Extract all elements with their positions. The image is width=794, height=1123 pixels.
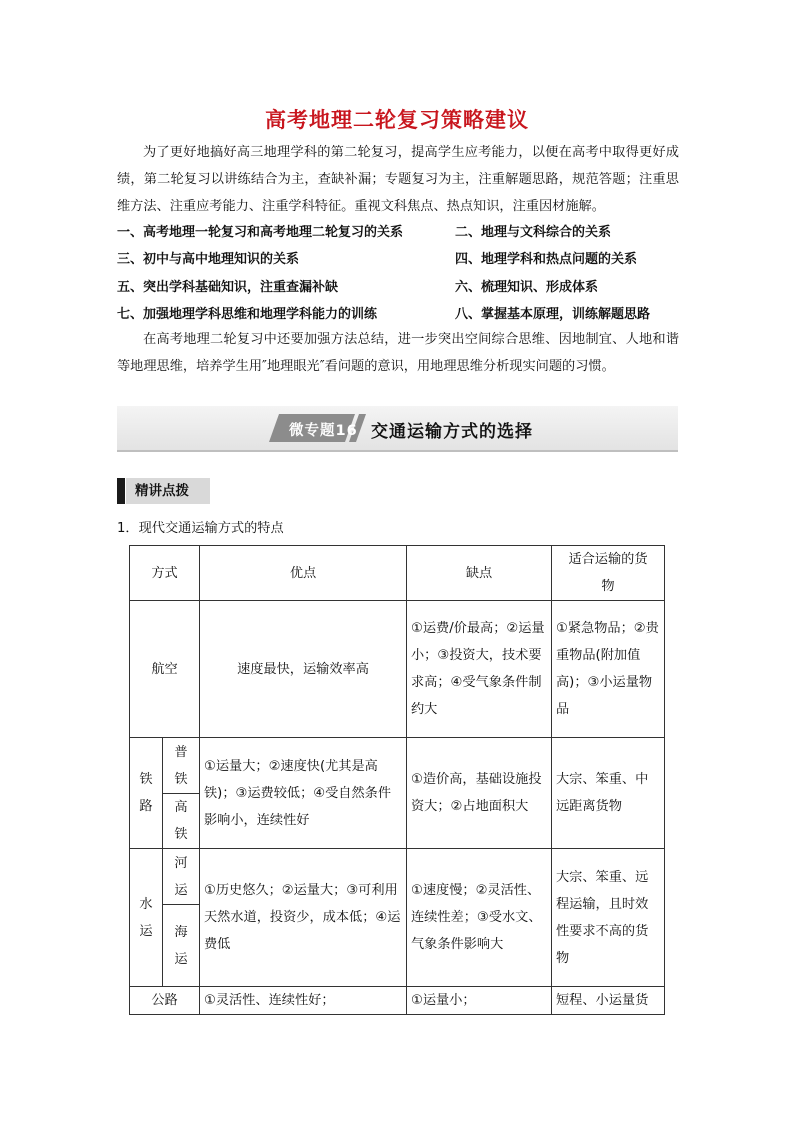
section-tag-label: 精讲点拨	[126, 478, 210, 504]
mode-water-label: 水运	[139, 896, 153, 939]
strategy-item: 三、初中与高中地理知识的关系	[117, 252, 300, 268]
table-row	[130, 987, 665, 1015]
mode-road: 公路	[130, 987, 200, 1015]
air-goods: ①紧急物品；②贵重物品(附加值高)；③小运量物品	[552, 601, 665, 738]
table-row	[130, 849, 665, 905]
header-pros: 优点	[200, 546, 407, 601]
topic-title: 交通运输方式的选择	[371, 422, 533, 442]
rail-pros: ①运量大；②速度快(尤其是高铁)；③运费较低；④受自然条件影响小，连续性好	[200, 738, 407, 849]
rail-sub-regular-label: 普铁	[174, 744, 188, 787]
section-tag	[117, 478, 210, 504]
mode-rail	[130, 738, 163, 849]
strategy-list	[117, 219, 679, 328]
rail-sub-high-speed-label: 高铁	[174, 800, 188, 842]
air-cons: ①运费/价最高；②运量小；③投资大，技术要求高；④受气象条件制约大	[407, 601, 552, 738]
strategy-row	[117, 219, 679, 246]
water-sub-sea-label: 海运	[174, 924, 188, 967]
table-row	[130, 601, 665, 738]
table-header-row	[130, 546, 665, 601]
strategy-row	[117, 274, 679, 301]
intro-paragraph: 为了更好地搞好高三地理学科的第二轮复习，提高学生应考能力，以便在高考中取得更好成绩，第二轮复习以讲练结合为主，查缺补漏；专题复习为主，注重解题思路，规范答题；注重思维方法、注重应考能力、注重学科特征。重视文科焦点、热点知识，注重因材施解。	[117, 145, 679, 214]
rail-goods: 大宗、笨重、中远距离货物	[552, 738, 665, 849]
mode-air: 航空	[130, 601, 200, 738]
road-pros: ①灵活性、连续性好；	[200, 987, 407, 1015]
rail-sub-regular	[163, 738, 200, 794]
strategy-row	[117, 246, 679, 273]
strategy-item: 六、梳理知识、形成体系	[455, 279, 599, 295]
water-goods: 大宗、笨重、远程运输，且时效性要求不高的货物	[552, 849, 665, 987]
topic-badge-label: 微专题16	[289, 423, 358, 439]
rail-sub-high-speed	[163, 794, 200, 849]
summary-paragraph: 在高考地理二轮复习中还要加强方法总结，进一步突出空间综合思维、因地制宜、人地和谐等地理思维，培养学生用″地理眼光″看问题的意识，用地理思维分析现实问题的习惯。	[117, 332, 679, 374]
water-sub-sea	[163, 905, 200, 987]
water-sub-river	[163, 849, 200, 905]
topic-banner	[117, 406, 678, 452]
mode-water	[130, 849, 163, 987]
section-tag-bar	[117, 478, 125, 504]
strategy-item: 一、高考地理一轮复习和高考地理二轮复习的关系	[117, 225, 404, 240]
rail-cons: ①造价高，基础设施投资大；②占地面积大	[407, 738, 552, 849]
page-title: 高考地理二轮复习策略建议	[265, 108, 529, 132]
section-subheading: 1．现代交通运输方式的特点	[117, 521, 284, 536]
road-goods: 短程、小运量货	[552, 987, 665, 1015]
header-mode: 方式	[130, 546, 200, 601]
table-row	[130, 738, 665, 794]
header-goods: 适合运输的货物	[552, 546, 665, 601]
water-sub-river-label: 河运	[174, 855, 188, 898]
strategy-item: 四、地理学科和热点问题的关系	[455, 252, 638, 268]
water-pros: ①历史悠久；②运量大；③可利用天然水道，投资少，成本低；④运费低	[200, 849, 407, 987]
strategy-row	[117, 301, 679, 328]
water-cons: ①速度慢；②灵活性、连续性差；③受水文、气象条件影响大	[407, 849, 552, 987]
road-cons: ①运量小；	[407, 987, 552, 1015]
strategy-item: 五、突出学科基础知识，注重查漏补缺	[117, 279, 339, 295]
mode-rail-label: 铁路	[139, 772, 153, 814]
air-pros: 速度最快，运输效率高	[200, 601, 407, 738]
transport-table	[129, 545, 665, 1015]
strategy-item: 二、地理与文科综合的关系	[455, 225, 612, 240]
strategy-item: 八、掌握基本原理，训练解题思路	[455, 306, 651, 322]
header-cons: 缺点	[407, 546, 552, 601]
strategy-item: 七、加强地理学科思维和地理学科能力的训练	[117, 306, 378, 322]
